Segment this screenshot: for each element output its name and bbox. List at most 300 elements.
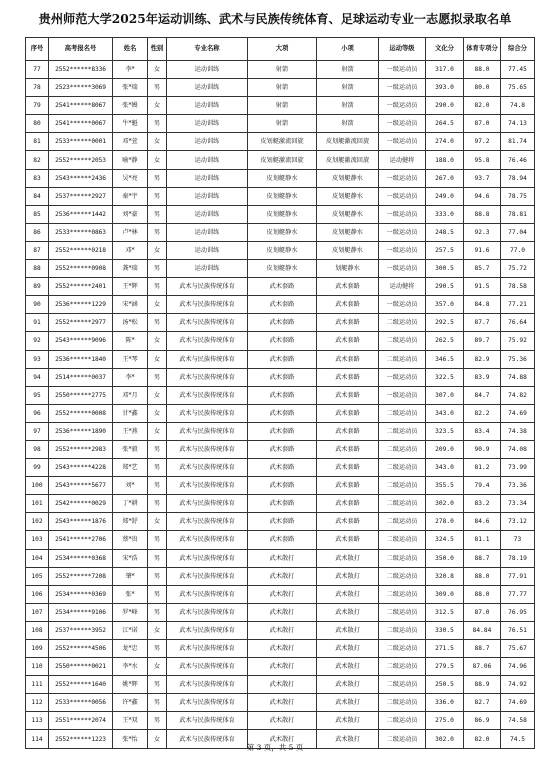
cell-gender: 男 bbox=[148, 260, 167, 278]
cell-exam-id: 2552******2053 bbox=[49, 151, 113, 169]
cell-major: 武术与民族传统体育 bbox=[167, 694, 248, 712]
cell-exam-id: 2543******1876 bbox=[49, 513, 113, 531]
cell-name: 秦*宇 bbox=[113, 187, 148, 205]
cell-level: 一级运动员 bbox=[379, 187, 426, 205]
table-row bbox=[26, 296, 535, 314]
cell-total-score: 74.69 bbox=[501, 404, 535, 422]
cell-event: 武术散打 bbox=[317, 730, 379, 748]
cell-sport-score: 84.6 bbox=[464, 513, 501, 531]
table-row bbox=[26, 97, 535, 115]
cell-name: 刘*豪 bbox=[113, 205, 148, 223]
cell-level: 一级运动员 bbox=[379, 61, 426, 79]
cell-gender: 男 bbox=[148, 603, 167, 621]
cell-culture-score: 355.5 bbox=[426, 477, 464, 495]
cell-exam-id: 2552******7208 bbox=[49, 567, 113, 585]
cell-total-score: 73.36 bbox=[501, 477, 535, 495]
cell-seq: 94 bbox=[26, 368, 49, 386]
cell-exam-id: 2536******1442 bbox=[49, 205, 113, 223]
cell-culture-score: 267.0 bbox=[426, 169, 464, 187]
cell-total-score: 73 bbox=[501, 531, 535, 549]
cell-exam-id: 2552******0908 bbox=[49, 260, 113, 278]
cell-culture-score: 323.5 bbox=[426, 422, 464, 440]
cell-seq: 113 bbox=[26, 712, 49, 730]
cell-category: 武术散打 bbox=[248, 730, 317, 748]
cell-category: 皮划艇静水 bbox=[248, 169, 317, 187]
cell-culture-score: 336.0 bbox=[426, 694, 464, 712]
cell-level: 二级运动员 bbox=[379, 350, 426, 368]
cell-seq: 78 bbox=[26, 79, 49, 97]
cell-name: 王*琴 bbox=[113, 350, 148, 368]
cell-major: 武术与民族传统体育 bbox=[167, 730, 248, 748]
cell-level: 一级运动员 bbox=[379, 260, 426, 278]
cell-major: 武术与民族传统体育 bbox=[167, 350, 248, 368]
cell-name: 王*燕 bbox=[113, 422, 148, 440]
cell-gender: 男 bbox=[148, 585, 167, 603]
cell-level: 一级运动员 bbox=[379, 368, 426, 386]
cell-event: 武术散打 bbox=[317, 549, 379, 567]
cell-major: 运动训练 bbox=[167, 79, 248, 97]
cell-event: 武术套路 bbox=[317, 422, 379, 440]
cell-name: 宋*浩 bbox=[113, 549, 148, 567]
cell-exam-id: 2541******0067 bbox=[49, 115, 113, 133]
cell-gender: 男 bbox=[148, 79, 167, 97]
cell-event: 武术散打 bbox=[317, 712, 379, 730]
cell-category: 武术套路 bbox=[248, 332, 317, 350]
cell-total-score: 74.88 bbox=[501, 368, 535, 386]
header-col-exam-id: 高考报名号 bbox=[49, 38, 113, 61]
cell-gender: 男 bbox=[148, 278, 167, 296]
cell-sport-score: 82.2 bbox=[464, 404, 501, 422]
cell-seq: 81 bbox=[26, 133, 49, 151]
cell-category: 武术套路 bbox=[248, 477, 317, 495]
cell-category: 武术套路 bbox=[248, 422, 317, 440]
header-col-sport-score: 体育专项分 bbox=[464, 38, 501, 61]
table-row bbox=[26, 314, 535, 332]
cell-name: 牛*魁 bbox=[113, 115, 148, 133]
cell-category: 武术套路 bbox=[248, 386, 317, 404]
table-row bbox=[26, 260, 535, 278]
cell-level: 一级运动员 bbox=[379, 79, 426, 97]
cell-sport-score: 80.0 bbox=[464, 79, 501, 97]
cell-total-score: 77.45 bbox=[501, 61, 535, 79]
cell-culture-score: 250.5 bbox=[426, 676, 464, 694]
cell-gender: 男 bbox=[148, 459, 167, 477]
cell-seq: 92 bbox=[26, 332, 49, 350]
cell-gender: 男 bbox=[148, 368, 167, 386]
cell-name: 陈* bbox=[113, 332, 148, 350]
cell-gender: 女 bbox=[148, 350, 167, 368]
cell-major: 运动训练 bbox=[167, 241, 248, 259]
cell-seq: 109 bbox=[26, 640, 49, 658]
cell-seq: 77 bbox=[26, 61, 49, 79]
cell-category: 武术套路 bbox=[248, 459, 317, 477]
cell-culture-score: 279.5 bbox=[426, 658, 464, 676]
cell-exam-id: 2550******0021 bbox=[49, 658, 113, 676]
cell-total-score: 74.38 bbox=[501, 422, 535, 440]
cell-sport-score: 85.7 bbox=[464, 260, 501, 278]
cell-exam-id: 2552******4506 bbox=[49, 640, 113, 658]
cell-culture-score: 271.5 bbox=[426, 640, 464, 658]
cell-sport-score: 87.0 bbox=[464, 115, 501, 133]
cell-event: 武术套路 bbox=[317, 495, 379, 513]
cell-category: 武术散打 bbox=[248, 712, 317, 730]
cell-total-score: 78.19 bbox=[501, 549, 535, 567]
cell-name: 郑*舒 bbox=[113, 513, 148, 531]
cell-level: 二级运动员 bbox=[379, 422, 426, 440]
cell-major: 武术与民族传统体育 bbox=[167, 531, 248, 549]
table-row bbox=[26, 350, 535, 368]
cell-seq: 80 bbox=[26, 115, 49, 133]
cell-culture-score: 320.8 bbox=[426, 567, 464, 585]
cell-level: 二级运动员 bbox=[379, 640, 426, 658]
cell-seq: 89 bbox=[26, 278, 49, 296]
cell-total-score: 73.99 bbox=[501, 459, 535, 477]
cell-culture-score: 393.0 bbox=[426, 79, 464, 97]
cell-sport-score: 88.7 bbox=[464, 640, 501, 658]
cell-sport-score: 95.8 bbox=[464, 151, 501, 169]
cell-seq: 98 bbox=[26, 440, 49, 458]
cell-name: 张*毅 bbox=[113, 440, 148, 458]
cell-major: 运动训练 bbox=[167, 97, 248, 115]
cell-seq: 106 bbox=[26, 585, 49, 603]
cell-sport-score: 92.3 bbox=[464, 223, 501, 241]
cell-event: 武术套路 bbox=[317, 314, 379, 332]
cell-exam-id: 2534******0368 bbox=[49, 549, 113, 567]
cell-major: 武术与民族传统体育 bbox=[167, 404, 248, 422]
table-row bbox=[26, 712, 535, 730]
cell-major: 武术与民族传统体育 bbox=[167, 332, 248, 350]
table-row bbox=[26, 278, 535, 296]
cell-exam-id: 2552******1223 bbox=[49, 730, 113, 748]
cell-level: 一级运动员 bbox=[379, 133, 426, 151]
cell-gender: 男 bbox=[148, 694, 167, 712]
cell-level: 一级运动员 bbox=[379, 97, 426, 115]
cell-sport-score: 88.7 bbox=[464, 549, 501, 567]
cell-category: 武术散打 bbox=[248, 640, 317, 658]
cell-category: 皮划艇静水 bbox=[248, 187, 317, 205]
cell-seq: 112 bbox=[26, 694, 49, 712]
table-row bbox=[26, 495, 535, 513]
cell-major: 武术与民族传统体育 bbox=[167, 712, 248, 730]
cell-name: 王*双 bbox=[113, 712, 148, 730]
header-col-category: 大项 bbox=[248, 38, 317, 61]
cell-gender: 女 bbox=[148, 332, 167, 350]
cell-exam-id: 2536******1229 bbox=[49, 296, 113, 314]
table-row bbox=[26, 368, 535, 386]
table-row bbox=[26, 169, 535, 187]
header-col-culture-score: 文化分 bbox=[426, 38, 464, 61]
cell-total-score: 74.58 bbox=[501, 712, 535, 730]
cell-culture-score: 292.5 bbox=[426, 314, 464, 332]
table-row bbox=[26, 585, 535, 603]
cell-exam-id: 2523******3069 bbox=[49, 79, 113, 97]
cell-name: 李*水 bbox=[113, 658, 148, 676]
cell-culture-score: 343.0 bbox=[426, 404, 464, 422]
cell-name: 卢*林 bbox=[113, 223, 148, 241]
table-row bbox=[26, 61, 535, 79]
cell-culture-score: 188.0 bbox=[426, 151, 464, 169]
cell-name: 许*鑫 bbox=[113, 694, 148, 712]
cell-culture-score: 307.0 bbox=[426, 386, 464, 404]
cell-event: 武术套路 bbox=[317, 278, 379, 296]
cell-exam-id: 2537******3952 bbox=[49, 621, 113, 639]
cell-exam-id: 2533******0001 bbox=[49, 133, 113, 151]
cell-sport-score: 93.7 bbox=[464, 169, 501, 187]
cell-exam-id: 2536******1840 bbox=[49, 350, 113, 368]
cell-gender: 男 bbox=[148, 477, 167, 495]
cell-exam-id: 2552******0008 bbox=[49, 404, 113, 422]
table-row bbox=[26, 332, 535, 350]
cell-category: 武术套路 bbox=[248, 513, 317, 531]
cell-major: 武术与民族传统体育 bbox=[167, 296, 248, 314]
cell-culture-score: 302.0 bbox=[426, 495, 464, 513]
cell-exam-id: 2552******2401 bbox=[49, 278, 113, 296]
table-row bbox=[26, 133, 535, 151]
table-row bbox=[26, 205, 535, 223]
cell-category: 武术套路 bbox=[248, 404, 317, 422]
cell-sport-score: 88.9 bbox=[464, 676, 501, 694]
cell-level: 二级运动员 bbox=[379, 694, 426, 712]
cell-exam-id: 2537******2927 bbox=[49, 187, 113, 205]
cell-category: 武术散打 bbox=[248, 658, 317, 676]
cell-seq: 104 bbox=[26, 549, 49, 567]
cell-sport-score: 84.8 bbox=[464, 296, 501, 314]
cell-level: 二级运动员 bbox=[379, 730, 426, 748]
cell-major: 武术与民族传统体育 bbox=[167, 513, 248, 531]
cell-gender: 女 bbox=[148, 730, 167, 748]
cell-category: 皮划艇静水 bbox=[248, 241, 317, 259]
cell-exam-id: 2552******8336 bbox=[49, 61, 113, 79]
cell-total-score: 77.91 bbox=[501, 567, 535, 585]
cell-name: 汤*松 bbox=[113, 314, 148, 332]
table-row bbox=[26, 658, 535, 676]
table-row bbox=[26, 567, 535, 585]
header-col-major: 专业名称 bbox=[167, 38, 248, 61]
cell-seq: 110 bbox=[26, 658, 49, 676]
cell-level: 运动健将 bbox=[379, 278, 426, 296]
cell-total-score: 81.74 bbox=[501, 133, 535, 151]
cell-culture-score: 274.0 bbox=[426, 133, 464, 151]
cell-major: 武术与民族传统体育 bbox=[167, 603, 248, 621]
cell-name: 肇* bbox=[113, 567, 148, 585]
cell-gender: 男 bbox=[148, 567, 167, 585]
cell-culture-score: 290.5 bbox=[426, 278, 464, 296]
cell-event: 射箭 bbox=[317, 61, 379, 79]
cell-seq: 90 bbox=[26, 296, 49, 314]
cell-category: 皮划艇静水 bbox=[248, 223, 317, 241]
cell-major: 运动训练 bbox=[167, 169, 248, 187]
cell-gender: 女 bbox=[148, 151, 167, 169]
cell-exam-id: 2543******2436 bbox=[49, 169, 113, 187]
cell-major: 运动训练 bbox=[167, 115, 248, 133]
cell-event: 武术套路 bbox=[317, 531, 379, 549]
cell-category: 武术散打 bbox=[248, 603, 317, 621]
cell-exam-id: 2552******1640 bbox=[49, 676, 113, 694]
document-title: 贵州师范大学2025年运动训练、武术与民族传统体育、足球运动专业一志愿拟录取名单 bbox=[38, 12, 512, 26]
table-row bbox=[26, 603, 535, 621]
cell-category: 皮划艇静水 bbox=[248, 260, 317, 278]
cell-sport-score: 88.0 bbox=[464, 585, 501, 603]
cell-major: 运动训练 bbox=[167, 61, 248, 79]
cell-sport-score: 81.1 bbox=[464, 531, 501, 549]
cell-name: 江*诺 bbox=[113, 621, 148, 639]
cell-sport-score: 82.9 bbox=[464, 350, 501, 368]
cell-culture-score: 317.0 bbox=[426, 61, 464, 79]
cell-level: 二级运动员 bbox=[379, 712, 426, 730]
cell-category: 武术套路 bbox=[248, 531, 317, 549]
header-col-total-score: 综合分 bbox=[501, 38, 535, 61]
cell-major: 运动训练 bbox=[167, 151, 248, 169]
cell-seq: 95 bbox=[26, 386, 49, 404]
cell-total-score: 75.92 bbox=[501, 332, 535, 350]
cell-gender: 女 bbox=[148, 404, 167, 422]
cell-culture-score: 275.0 bbox=[426, 712, 464, 730]
cell-seq: 101 bbox=[26, 495, 49, 513]
cell-exam-id: 2541******8067 bbox=[49, 97, 113, 115]
cell-sport-score: 84.84 bbox=[464, 621, 501, 639]
cell-event: 武术套路 bbox=[317, 477, 379, 495]
cell-sport-score: 82.0 bbox=[464, 97, 501, 115]
cell-gender: 男 bbox=[148, 440, 167, 458]
cell-sport-score: 91.5 bbox=[464, 278, 501, 296]
cell-category: 武术套路 bbox=[248, 495, 317, 513]
cell-event: 划艇静水 bbox=[317, 260, 379, 278]
cell-total-score: 74.5 bbox=[501, 730, 535, 748]
cell-name: 邓*萱 bbox=[113, 133, 148, 151]
cell-major: 武术与民族传统体育 bbox=[167, 549, 248, 567]
cell-seq: 100 bbox=[26, 477, 49, 495]
cell-total-score: 73.34 bbox=[501, 495, 535, 513]
cell-gender: 女 bbox=[148, 61, 167, 79]
cell-category: 武术散打 bbox=[248, 676, 317, 694]
cell-event: 武术套路 bbox=[317, 386, 379, 404]
admission-table bbox=[25, 37, 535, 749]
table-row bbox=[26, 621, 535, 639]
cell-seq: 103 bbox=[26, 531, 49, 549]
cell-culture-score: 312.5 bbox=[426, 603, 464, 621]
cell-culture-score: 333.0 bbox=[426, 205, 464, 223]
cell-seq: 84 bbox=[26, 187, 49, 205]
cell-level: 二级运动员 bbox=[379, 621, 426, 639]
cell-exam-id: 2542******0029 bbox=[49, 495, 113, 513]
cell-sport-score: 83.2 bbox=[464, 495, 501, 513]
cell-seq: 96 bbox=[26, 404, 49, 422]
cell-sport-score: 87.7 bbox=[464, 314, 501, 332]
cell-total-score: 74.82 bbox=[501, 386, 535, 404]
cell-sport-score: 97.2 bbox=[464, 133, 501, 151]
cell-level: 二级运动员 bbox=[379, 585, 426, 603]
cell-seq: 102 bbox=[26, 513, 49, 531]
cell-exam-id: 2552******2983 bbox=[49, 440, 113, 458]
cell-event: 皮划艇静水 bbox=[317, 169, 379, 187]
cell-sport-score: 88.8 bbox=[464, 205, 501, 223]
cell-culture-score: 249.0 bbox=[426, 187, 464, 205]
cell-major: 武术与民族传统体育 bbox=[167, 640, 248, 658]
cell-major: 武术与民族传统体育 bbox=[167, 477, 248, 495]
header-col-gender: 性别 bbox=[148, 38, 167, 61]
cell-culture-score: 343.0 bbox=[426, 459, 464, 477]
cell-name: 宋*涵 bbox=[113, 296, 148, 314]
cell-sport-score: 82.0 bbox=[464, 730, 501, 748]
cell-category: 射箭 bbox=[248, 97, 317, 115]
cell-gender: 男 bbox=[148, 676, 167, 694]
cell-exam-id: 2552******2977 bbox=[49, 314, 113, 332]
cell-level: 一级运动员 bbox=[379, 296, 426, 314]
cell-event: 皮划艇静水 bbox=[317, 205, 379, 223]
cell-level: 二级运动员 bbox=[379, 531, 426, 549]
cell-name: 喻*静 bbox=[113, 151, 148, 169]
cell-total-score: 74.92 bbox=[501, 676, 535, 694]
cell-event: 皮划艇激流回旋 bbox=[317, 151, 379, 169]
cell-event: 武术套路 bbox=[317, 404, 379, 422]
cell-total-score: 74.8 bbox=[501, 97, 535, 115]
cell-level: 二级运动员 bbox=[379, 440, 426, 458]
cell-category: 武术套路 bbox=[248, 350, 317, 368]
cell-level: 二级运动员 bbox=[379, 332, 426, 350]
cell-total-score: 76.46 bbox=[501, 151, 535, 169]
cell-exam-id: 2533******0056 bbox=[49, 694, 113, 712]
cell-sport-score: 90.9 bbox=[464, 440, 501, 458]
cell-gender: 男 bbox=[148, 314, 167, 332]
cell-culture-score: 322.5 bbox=[426, 368, 464, 386]
cell-culture-score: 262.5 bbox=[426, 332, 464, 350]
cell-major: 武术与民族传统体育 bbox=[167, 278, 248, 296]
cell-culture-score: 248.5 bbox=[426, 223, 464, 241]
cell-sport-score: 83.4 bbox=[464, 422, 501, 440]
cell-total-score: 76.95 bbox=[501, 603, 535, 621]
cell-gender: 男 bbox=[148, 549, 167, 567]
cell-sport-score: 84.7 bbox=[464, 386, 501, 404]
cell-event: 武术套路 bbox=[317, 440, 379, 458]
cell-exam-id: 2533******0863 bbox=[49, 223, 113, 241]
cell-event: 射箭 bbox=[317, 97, 379, 115]
cell-total-score: 78.94 bbox=[501, 169, 535, 187]
cell-category: 皮划艇激流回旋 bbox=[248, 133, 317, 151]
cell-exam-id: 2543******9096 bbox=[49, 332, 113, 350]
cell-major: 武术与民族传统体育 bbox=[167, 422, 248, 440]
table-row bbox=[26, 151, 535, 169]
cell-gender: 男 bbox=[148, 115, 167, 133]
table-row bbox=[26, 386, 535, 404]
cell-name: 邓* bbox=[113, 241, 148, 259]
cell-sport-score: 81.2 bbox=[464, 459, 501, 477]
cell-name: 郑*艺 bbox=[113, 459, 148, 477]
cell-name: 李* bbox=[113, 61, 148, 79]
cell-major: 武术与民族传统体育 bbox=[167, 386, 248, 404]
cell-major: 武术与民族传统体育 bbox=[167, 495, 248, 513]
cell-total-score: 78.58 bbox=[501, 278, 535, 296]
table-row bbox=[26, 531, 535, 549]
page-footer: 第 3 页，共 5 页 bbox=[246, 743, 304, 752]
table-row bbox=[26, 676, 535, 694]
table-row bbox=[26, 549, 535, 567]
cell-seq: 114 bbox=[26, 730, 49, 748]
cell-gender: 男 bbox=[148, 640, 167, 658]
cell-gender: 女 bbox=[148, 513, 167, 531]
cell-gender: 男 bbox=[148, 495, 167, 513]
cell-level: 一级运动员 bbox=[379, 205, 426, 223]
cell-seq: 79 bbox=[26, 97, 49, 115]
cell-name: 吴*亮 bbox=[113, 169, 148, 187]
table-row bbox=[26, 513, 535, 531]
cell-event: 武术散打 bbox=[317, 585, 379, 603]
cell-event: 武术套路 bbox=[317, 459, 379, 477]
cell-culture-score: 264.5 bbox=[426, 115, 464, 133]
cell-exam-id: 2536******1890 bbox=[49, 422, 113, 440]
table-row bbox=[26, 79, 535, 97]
cell-event: 武术套路 bbox=[317, 296, 379, 314]
cell-level: 一级运动员 bbox=[379, 169, 426, 187]
